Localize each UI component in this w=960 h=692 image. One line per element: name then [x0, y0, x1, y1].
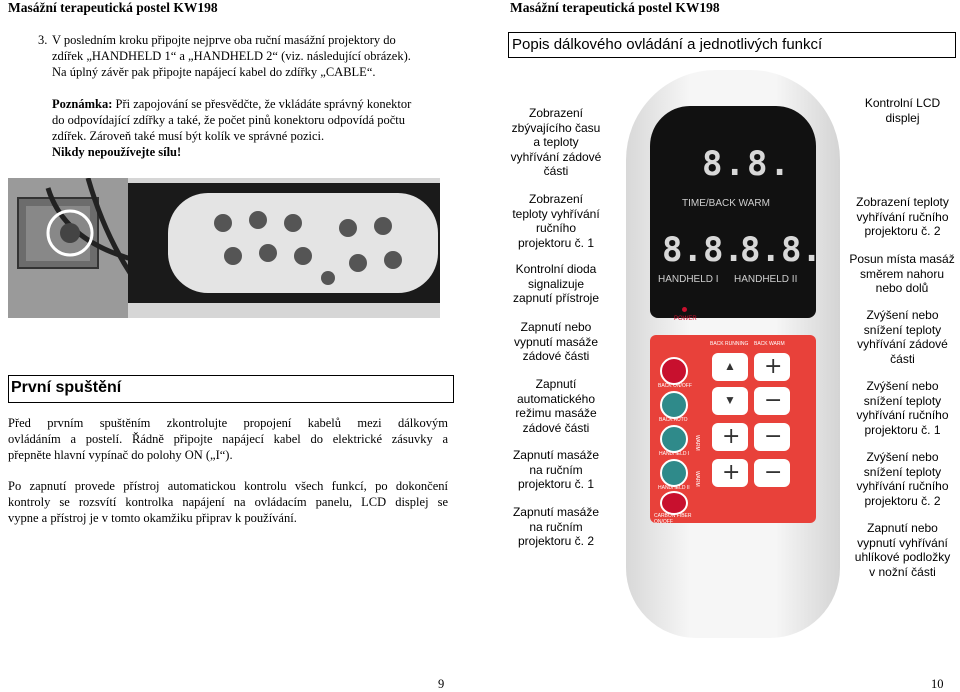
- label-auto-mode: [500, 377, 612, 435]
- label-line: Zapnutí nebo: [520, 320, 592, 334]
- label-line: automatického: [516, 391, 596, 406]
- note-label: Poznámka:: [52, 97, 113, 111]
- down-arrow-icon: ▼: [724, 393, 736, 407]
- label-line: projektoru č. 2: [864, 493, 941, 508]
- step-3-line: V posledním kroku připojte nejprve oba ruční masážní projektory do: [52, 33, 396, 47]
- label-line: vyhřívání zádové: [857, 337, 948, 351]
- label-line: Zvýšení nebo: [866, 379, 939, 393]
- lcd-time-digits: 8.8.: [702, 144, 792, 184]
- label-line: vyhřívání zádové: [510, 149, 602, 164]
- lcd-label-hh2: HANDHELD II: [734, 274, 798, 285]
- lcd-label-time: TIME/BACK WARM: [682, 198, 770, 209]
- lcd-panel: [650, 106, 822, 318]
- right-page-header: Masážní terapeutická postel KW198: [510, 0, 720, 15]
- label-line: snížení teploty: [863, 393, 942, 408]
- handheld-1-minus-button[interactable]: [754, 423, 790, 451]
- note-text: Při zapojování se přesvědčte, že vkládáte správný konektor: [112, 97, 412, 111]
- lcd-label-hh1: HANDHELD I: [658, 274, 719, 285]
- handheld-2-label: HANDHELD II: [658, 485, 690, 491]
- power-label: POWER: [674, 316, 697, 322]
- paragraph-line: ovládáním a postelí. Řádně připojte napájecí kabel do elektrické zásuvky a: [8, 432, 448, 446]
- label-line: vypnutí vyhřívání: [857, 535, 948, 550]
- power-led-icon: [682, 307, 687, 312]
- remote-control: [626, 70, 840, 638]
- label-line: Posun místa masáž: [849, 252, 955, 266]
- note-line: do odpovídající zdířky a také, že počet pinů konektoru odpovídá počtu: [52, 113, 406, 127]
- back-auto-label: BACK AUTO: [659, 417, 688, 423]
- label-line: projektoru č. 2: [864, 224, 941, 238]
- right-page-number: 10: [931, 677, 944, 691]
- label-line: Zobrazení: [528, 192, 584, 206]
- note-line-1: [52, 96, 452, 112]
- label-power-diode: [500, 262, 612, 306]
- lcd-hh2-digits: 8.8.: [740, 230, 822, 270]
- label-line: vyhřívání ručního: [856, 209, 949, 224]
- label-line: projektoru č. 2: [517, 534, 595, 548]
- remote-section-title: Popis dálkového ovládání a jednotlivých funkcí: [512, 36, 823, 53]
- lcd-hh1-digits: 8.8.: [662, 230, 744, 270]
- handheld-2-button[interactable]: [660, 459, 688, 487]
- up-button[interactable]: [712, 353, 748, 381]
- col-label-back-running: BACK RUNNING: [710, 341, 749, 347]
- step-3-line: Na úplný závěr pak připojte napájecí kabel do zdířky „CABLE“.: [52, 65, 376, 79]
- label-carbon-fiber: [840, 521, 960, 579]
- label-back-warm-adjust: [840, 308, 960, 366]
- label-line: části: [543, 164, 569, 178]
- label-line: části: [890, 351, 915, 366]
- label-line: Zvýšení nebo: [866, 308, 939, 322]
- left-page-number: 9: [438, 677, 445, 691]
- handheld-1-plus-button[interactable]: [712, 423, 748, 451]
- first-start-paragraph-2: [8, 478, 448, 526]
- back-warm-plus-button[interactable]: [754, 353, 790, 381]
- label-line: Kontrolní LCD: [864, 96, 941, 110]
- back-on-off-button[interactable]: [660, 357, 688, 385]
- label-line: zapnutí přístroje: [512, 291, 600, 305]
- first-start-paragraph-1: [8, 415, 448, 463]
- label-line: projektoru č. 1: [517, 477, 595, 491]
- handheld-2-plus-button[interactable]: [712, 459, 748, 487]
- first-start-title: První spuštění: [11, 379, 122, 396]
- control-panel: [650, 335, 816, 523]
- label-line: nebo dolů: [875, 281, 929, 295]
- first-start-title-box: [8, 375, 454, 403]
- label-line: vyhřívání ručního: [856, 479, 949, 493]
- label-handheld-2-warm-adjust: [840, 450, 960, 508]
- back-auto-button[interactable]: [660, 391, 688, 419]
- label-line: a teploty: [533, 135, 579, 149]
- label-line: Zapnutí masáže: [512, 448, 600, 462]
- paragraph-line: Po zapnutí provede přístroj automatickou kontrolu všech funkcí, po dokončení: [8, 479, 448, 493]
- note-line: zdířek. Zároveň také musí být kolík ve správné pozici.: [52, 129, 325, 143]
- label-massage-position: [838, 252, 960, 296]
- plus-icon: +: [722, 424, 741, 449]
- label-line: vyhřívání ručního: [856, 408, 949, 422]
- label-line: v nožní části: [869, 564, 936, 579]
- label-line: Zobrazení: [528, 106, 584, 120]
- label-line: vypnutí masáže: [513, 334, 599, 349]
- label-line: ručního: [535, 221, 577, 235]
- down-button[interactable]: [712, 387, 748, 415]
- step-3-text: [52, 32, 452, 80]
- label-line: na ručním: [529, 462, 583, 477]
- label-line: zádové části: [522, 420, 590, 435]
- warm-side-label-1: WARM: [694, 435, 700, 451]
- label-line: směrem nahoru: [859, 266, 945, 281]
- step-3-number: 3.: [38, 33, 48, 47]
- label-line: snížení teploty: [863, 322, 942, 337]
- label-line: na ručním: [529, 519, 583, 534]
- label-line: uhlíkové podložky: [854, 550, 951, 564]
- label-line: projektoru č. 1: [864, 422, 941, 437]
- minus-icon: −: [764, 388, 783, 413]
- note-block: [52, 96, 452, 160]
- label-line: teploty vyhřívání: [512, 206, 600, 221]
- connector-photo: [8, 178, 440, 318]
- up-arrow-icon: ▲: [724, 359, 736, 373]
- remote-section-title-box: [508, 32, 956, 58]
- label-line: Zapnutí nebo: [867, 521, 938, 535]
- carbon-fiber-button[interactable]: [660, 491, 688, 515]
- left-page-header: Masážní terapeutická postel KW198: [8, 0, 218, 15]
- label-line: režimu masáže: [515, 406, 597, 420]
- col-label-back-warm: BACK WARM: [754, 341, 785, 347]
- back-on-off-label: BACK ON/OFF: [658, 383, 692, 389]
- step-3-line: zdířek „HANDHELD 1“ a „HANDHELD 2“ (viz. následující obrázek).: [52, 49, 411, 63]
- label-line: projektoru č. 1: [517, 235, 595, 250]
- handheld-1-label: HANDHELD I: [659, 451, 690, 457]
- label-handheld-1-warm-adjust: [840, 379, 960, 437]
- plus-icon: +: [764, 354, 783, 379]
- paragraph-line: vypne a přístroj je v tomto okamžiku připrav k používání.: [8, 511, 297, 525]
- label-remaining-time: [500, 106, 612, 179]
- label-line: zádové části: [522, 349, 590, 363]
- carbon-fiber-label: CARBON FIBER ON/OFF: [654, 513, 692, 525]
- label-line: snížení teploty: [863, 464, 942, 479]
- label-handheld-2-temp: [840, 195, 960, 239]
- handheld-1-button[interactable]: [660, 425, 688, 453]
- label-back-massage: [500, 320, 612, 364]
- warm-side-label-2: WARM: [694, 471, 700, 487]
- label-line: signalizuje: [527, 276, 585, 291]
- back-warm-minus-button[interactable]: [754, 387, 790, 415]
- label-line: Kontrolní dioda: [515, 262, 597, 276]
- minus-icon: −: [764, 424, 783, 449]
- connector-photo-drawing: [8, 178, 440, 318]
- label-line: Zapnutí masáže: [512, 505, 600, 519]
- paragraph-line: Před prvním spuštěním zkontrolujte propojení kabelů mezi dálkovým: [8, 416, 448, 430]
- label-handheld-1-temp: [500, 192, 612, 250]
- label-line: Zvýšení nebo: [866, 450, 939, 464]
- label-line: Zapnutí: [535, 377, 577, 391]
- minus-icon: −: [764, 460, 783, 485]
- paragraph-line: přepněte hlavní vypínač do polohy ON („I“).: [8, 448, 233, 462]
- label-line: zbývajícího času: [511, 120, 601, 135]
- plus-icon: +: [722, 460, 741, 485]
- note-warning: Nikdy nepoužívejte sílu!: [52, 145, 182, 159]
- label-handheld-2-massage: [500, 505, 612, 549]
- label-line: Zobrazení teploty: [856, 195, 949, 209]
- label-handheld-1-massage: [500, 448, 612, 492]
- label-lcd-display: [840, 96, 960, 125]
- label-line: displej: [885, 110, 920, 125]
- paragraph-line: kontroly se rozsvítí kontrolka napájení na ovládacím panelu, LCD displej se: [8, 495, 448, 509]
- handheld-2-minus-button[interactable]: [754, 459, 790, 487]
